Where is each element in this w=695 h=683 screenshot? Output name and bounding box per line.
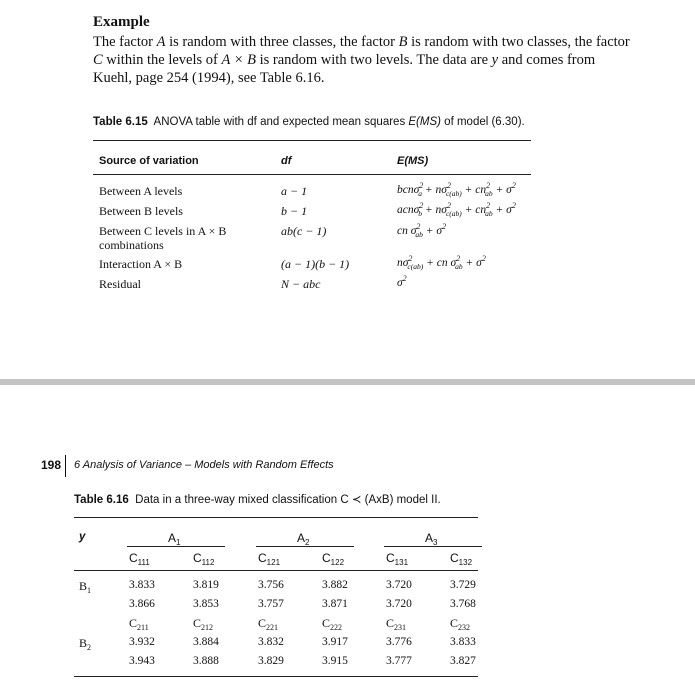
table-cell: 3.720 xyxy=(386,598,412,610)
c-label-c221: $C_{221}$ xyxy=(258,616,279,632)
ems-formula-c: cn $\sigma^2_{ab} + \sigma^2$ xyxy=(397,222,447,240)
ems-formula-residual: $\sigma^2$ xyxy=(397,274,407,289)
c-label-c211: $C_{211}$ xyxy=(129,616,149,632)
table-cell: 3.932 xyxy=(129,636,155,648)
table-6-16-y-label: y xyxy=(79,531,86,543)
table-cell: 3.720 xyxy=(386,579,412,591)
c-label-c112: $C_{112}$ xyxy=(193,551,215,567)
table-cell: 3.832 xyxy=(258,636,284,648)
group-rule xyxy=(256,546,354,547)
table-cell: 3.833 xyxy=(129,579,155,591)
group-header-a1: $A_1$ xyxy=(168,531,181,547)
table-cell: 3.866 xyxy=(129,598,155,610)
table-6-15-row-df: ab(c − 1) xyxy=(281,224,327,238)
group-rule xyxy=(127,546,225,547)
table-6-15-caption: Table 6.15 ANOVA table with df and expected mean squares E(MS) of model (6.30). xyxy=(93,116,525,128)
table-cell: 3.943 xyxy=(129,655,155,667)
b-label-b2: $B_2$ xyxy=(79,636,92,652)
table-6-16-bottom-rule xyxy=(74,676,478,677)
table-6-15-row-df: N − abc xyxy=(281,277,321,291)
page-separator xyxy=(0,379,695,385)
table-6-15-row-source: Between A levels xyxy=(99,184,183,198)
table-cell: 3.915 xyxy=(322,655,348,667)
c-label-c111: $C_{111}$ xyxy=(129,551,150,567)
table-cell: 3.884 xyxy=(193,636,219,648)
table-6-15-row-source: Interaction A × B xyxy=(99,257,183,271)
table-6-15-row-df: a − 1 xyxy=(281,184,308,198)
table-cell: 3.768 xyxy=(450,598,476,610)
table-cell: 3.871 xyxy=(322,598,348,610)
c-label-c232: $C_{232}$ xyxy=(450,616,471,632)
table-cell: 3.917 xyxy=(322,636,348,648)
c-label-c231: $C_{231}$ xyxy=(386,616,407,632)
table-6-15-header-source: Source of variation xyxy=(99,155,199,167)
c-label-c132: $C_{132}$ xyxy=(450,551,473,567)
table-cell: 3.888 xyxy=(193,655,219,667)
page-number: 198 xyxy=(41,458,62,472)
c-label-c122: $C_{122}$ xyxy=(322,551,345,567)
group-rule xyxy=(384,546,482,547)
c-label-c212: $C_{212}$ xyxy=(193,616,214,632)
example-text: The factor A is random with three classes, the factor B is random with two classes, the factor C within the levels of A × B is random with two levels. The data are y and comes from Kuehl, page 254 (1994), see Table 6.16. xyxy=(93,34,630,86)
table-cell: 3.776 xyxy=(386,636,412,648)
table-cell: 3.757 xyxy=(258,598,284,610)
table-cell: 3.777 xyxy=(386,655,412,667)
table-6-15-row-source: Between B levels xyxy=(99,204,183,218)
table-6-15-row-source: Between C levels in A × B combinations xyxy=(99,224,227,252)
header-divider xyxy=(65,455,66,477)
table-cell: 3.827 xyxy=(450,655,476,667)
example-title: Example xyxy=(93,14,150,30)
c-label-c131: $C_{131}$ xyxy=(386,551,409,567)
table-cell: 3.756 xyxy=(258,579,284,591)
table-6-16-caption: Table 6.16 Data in a three-way mixed classification C ≺ (AxB) model II. xyxy=(74,494,441,506)
table-6-15-header-ems: E(MS) xyxy=(397,155,429,167)
c-label-c222: $C_{222}$ xyxy=(322,616,343,632)
table-cell: 3.819 xyxy=(193,579,219,591)
c-label-c121: $C_{121}$ xyxy=(258,551,281,567)
group-header-a3: $A_3$ xyxy=(425,531,438,547)
group-header-a2: $A_2$ xyxy=(297,531,310,547)
table-6-15-top-rule xyxy=(93,140,531,141)
ems-formula-a: $bcn\sigma^2_a + n\sigma^2_{c(ab)} + cn^2_{ab} + \sigma^2$ xyxy=(397,181,516,199)
table-6-15-header-rule xyxy=(93,174,531,175)
table-cell: 3.853 xyxy=(193,598,219,610)
table-6-15-row-df: (a − 1)(b − 1) xyxy=(281,257,350,271)
table-6-15-row-source: Residual xyxy=(99,277,141,291)
b-label-b1: $B_1$ xyxy=(79,579,92,595)
table-cell: 3.829 xyxy=(258,655,284,667)
ems-formula-b: $acn\sigma^2_b + n\sigma^2_{c(ab)} + cn^2_{ab} + \sigma^2$ xyxy=(397,201,516,219)
table-6-15-row-df: b − 1 xyxy=(281,204,308,218)
table-cell: 3.729 xyxy=(450,579,476,591)
table-cell: 3.882 xyxy=(322,579,348,591)
table-6-16-header-rule xyxy=(74,570,478,571)
table-6-16-top-rule xyxy=(74,517,478,518)
table-6-15-header-df: df xyxy=(281,155,292,167)
running-title: 6 Analysis of Variance – Models with Random Effects xyxy=(74,459,334,471)
table-cell: 3.833 xyxy=(450,636,476,648)
ems-formula-ab: $n\sigma^2_{c(ab)}$ + cn $\sigma^2_{ab} + \sigma^2$ xyxy=(397,254,486,272)
